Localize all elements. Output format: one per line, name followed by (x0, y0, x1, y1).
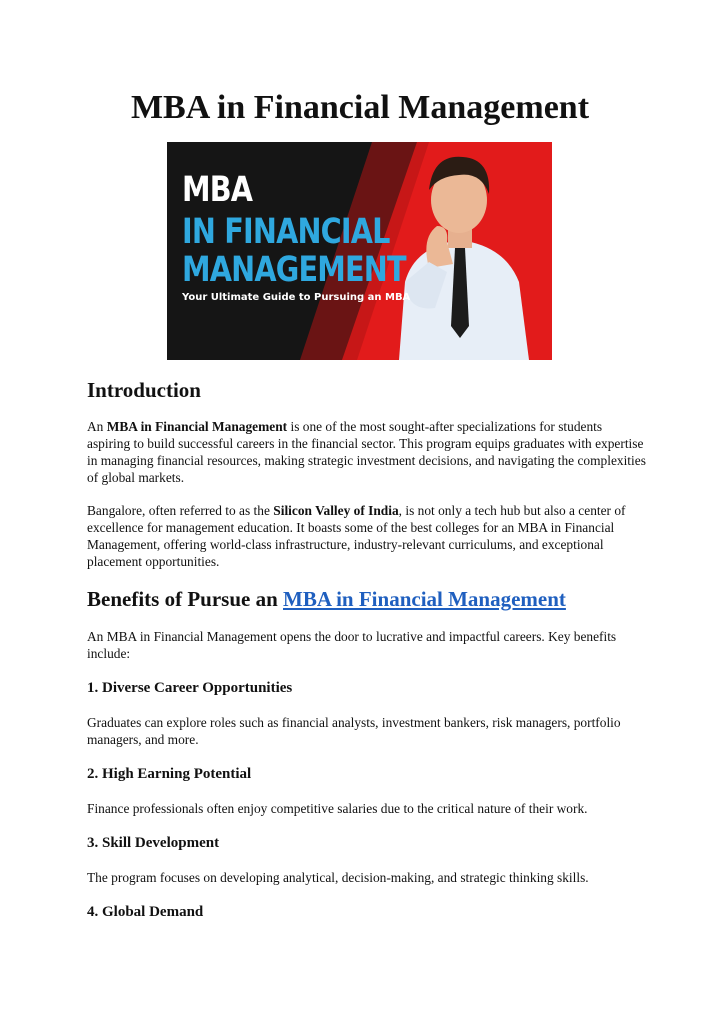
banner-line-mba: MBA (182, 170, 253, 210)
intro-p2-lead: Bangalore, often referred to as the (87, 503, 274, 518)
benefits-intro: An MBA in Financial Management opens the door to lucrative and impactful careers. Key benefits include: (87, 629, 617, 661)
benefit-text-1: Graduates can explore roles such as financial analysts, investment bankers, risk managers, portfolio managers, and more. (87, 715, 621, 747)
benefit-heading-2: 2. High Earning Potential (87, 766, 252, 782)
banner-tagline: Your Ultimate Guide to Pursuing an MBA (182, 292, 411, 303)
intro-p2-rest: , is not only a tech hub but also a center of excellence for management education. It boasts some of the best colleges for an MBA in Financial Management, offering world-class infrastructure, industry-relevant curriculums, and exceptional placement opportunities. (87, 503, 626, 569)
page-title: MBA in Financial Management (130, 89, 590, 126)
banner-line-in-financial: IN FINANCIAL (182, 212, 390, 252)
benefits-heading-prefix: Benefits of Pursue an (87, 587, 283, 611)
intro-heading: Introduction (87, 378, 201, 402)
mba-financial-management-link[interactable]: MBA in Financial Management (283, 587, 566, 611)
intro-p1-bold: MBA in Financial Management (106, 419, 288, 434)
intro-paragraph-2 (87, 502, 647, 570)
benefit-heading-3: 3. Skill Development (87, 835, 220, 851)
benefit-text-2: Finance professionals often enjoy competitive salaries due to the critical nature of their work. (87, 801, 588, 816)
banner-line-management: MANAGEMENT (182, 250, 406, 290)
intro-p1-lead: An (87, 419, 107, 434)
benefit-heading-4: 4. Global Demand (87, 904, 204, 920)
benefit-text-3: The program focuses on developing analytical, decision-making, and strategic thinking skills. (87, 870, 589, 885)
banner-image (167, 142, 552, 360)
intro-p1-rest: is one of the most sought-after specializations for students aspiring to build successful careers in the financial sector. This program equips graduates with expertise in managing financial resources, making strategic investment decisions, and navigating the complexities of global markets. (87, 419, 646, 485)
intro-paragraph-1 (87, 418, 647, 486)
benefits-heading (87, 586, 566, 612)
benefit-heading-1: 1. Diverse Career Opportunities (87, 680, 293, 696)
intro-p2-bold: Silicon Valley of India (273, 503, 399, 518)
